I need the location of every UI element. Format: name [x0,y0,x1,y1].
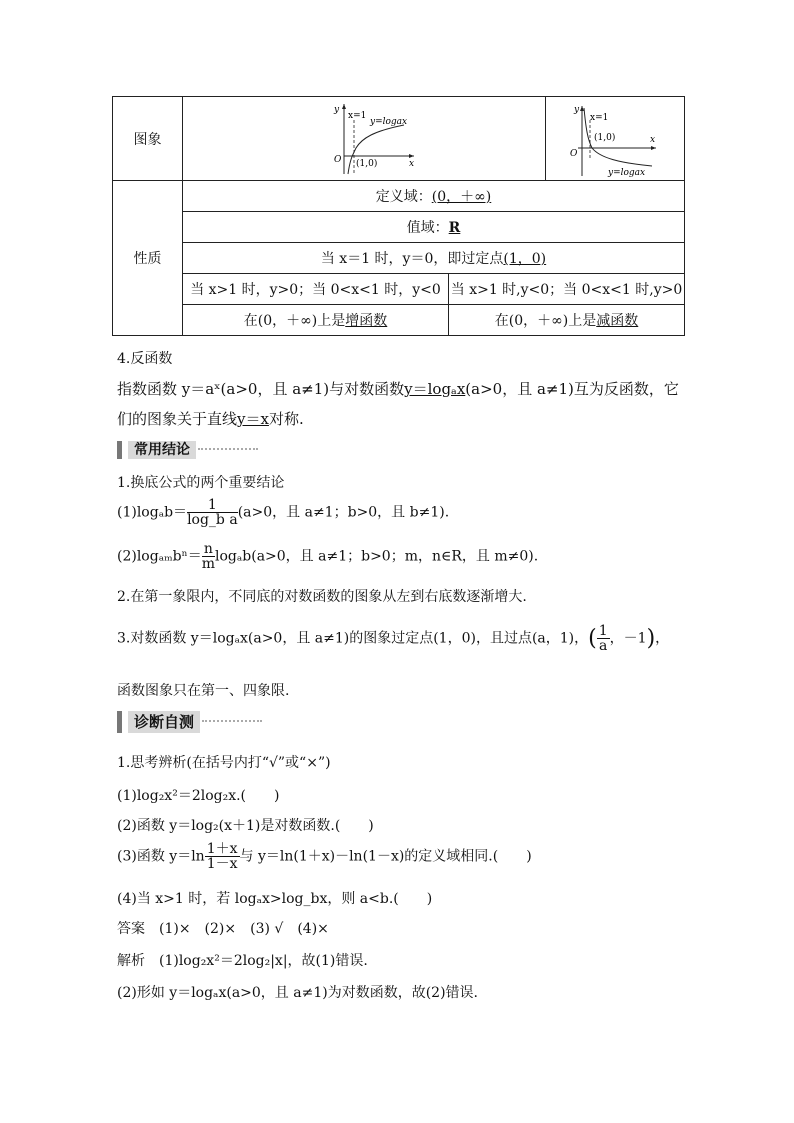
svg-text:y: y [334,104,340,115]
q1-1: (1)log₂x²＝2log₂x.( ) [117,788,280,804]
q1: 1.思考辨析(在括号内打“√”或“×”) [117,755,331,771]
conclusion-item2: 2.在第一象限内，不同底的对数函数的图象从左到右底数逐渐增大. [117,589,527,605]
inverse-heading: 4.反函数 [117,351,173,367]
q1-3: (3)函数 y＝ln $\frac{1+x}{1-x}$ 与 y＝ln(1＋x)－ln(1－x)的定义域相同.( ) [117,841,532,872]
graph-row-label: 图象 [113,97,183,181]
svg-text:O: O [334,154,342,165]
conclusion-item3-line2: 函数图象只在第一、四象限. [117,683,290,699]
svg-text:x: x [650,134,656,145]
svg-text:y: y [574,104,580,115]
svg-text:y=logax: y=logax [370,116,408,127]
sign-left-cell: 当 x>1 时，y>0；当 0<x<1 时，y<0 [183,274,449,305]
conclusion-item1-2: (2)logₐₘbⁿ＝ $\frac{n}{m}$ logₐb(a>0，且 a≠1；b>0；m，n∈R，且 m≠0). [117,541,539,572]
properties-table [112,96,685,336]
graph-increasing-log [304,100,424,178]
mono-left-cell: 在(0，＋∞)上是增函数 [183,305,449,336]
graph-left-cell [183,97,546,181]
domain-cell: 定义域：(0，＋∞) [183,181,685,212]
conclusions-header: 常用结论 [117,440,258,460]
svg-text:(1,0): (1,0) [356,158,378,169]
svg-text:x=1: x=1 [348,110,367,121]
svg-text:x: x [409,158,415,169]
q1-4: (4)当 x>1 时，若 logₐx>log_bx，则 a<b.( ) [117,891,433,907]
graph-decreasing-log [560,100,670,178]
inverse-line1: 指数函数 y＝aˣ(a>0，且 a≠1)与对数函数y＝logₐx(a>0，且 a≠1)互为反函数，它 [117,380,679,398]
conclusion-item1-1: (1)logₐb＝ $\frac{1}{\text{log\_b a}}$ (a>0，且 a≠1；b>0，且 b≠1). [117,497,450,528]
svg-text:y=logax: y=logax [608,167,646,178]
conclusion-item1: 1.换底公式的两个重要结论 [117,475,285,491]
range-cell: 值域：R [183,212,685,243]
svg-text:(1,0): (1,0) [594,132,616,143]
sign-right-cell: 当 x>1 时,y<0；当 0<x<1 时,y>0 [449,274,685,305]
explain-2: (2)形如 y＝logₐx(a>0，且 a≠1)为对数函数，故(2)错误. [117,985,478,1001]
inverse-line2: 们的图象关于直线y＝x对称. [117,410,304,428]
fixed-point-cell: 当 x＝1 时，y＝0，即过定点(1，0) [183,243,685,274]
q1-2: (2)函数 y＝log₂(x＋1)是对数函数.( ) [117,818,374,834]
props-row-label: 性质 [113,181,183,336]
answer: 答案 (1)× (2)× (3) √ (4)× [117,921,329,937]
explain-1: 解析 (1)log₂x²＝2log₂|x|，故(1)错误. [117,953,368,969]
mono-right-cell: 在(0，＋∞)上是减函数 [449,305,685,336]
conclusion-item3: 3.对数函数 y＝logₐx(a>0，且 a≠1)的图象过定点(1，0)，且过点(a，1)，( $\frac{1}{a}$ ，－1)， [117,623,670,654]
svg-text:x=1: x=1 [590,112,609,123]
graph-right-cell [546,97,685,181]
svg-text:O: O [570,148,578,159]
diagnosis-header: 诊断自测 [117,712,262,732]
